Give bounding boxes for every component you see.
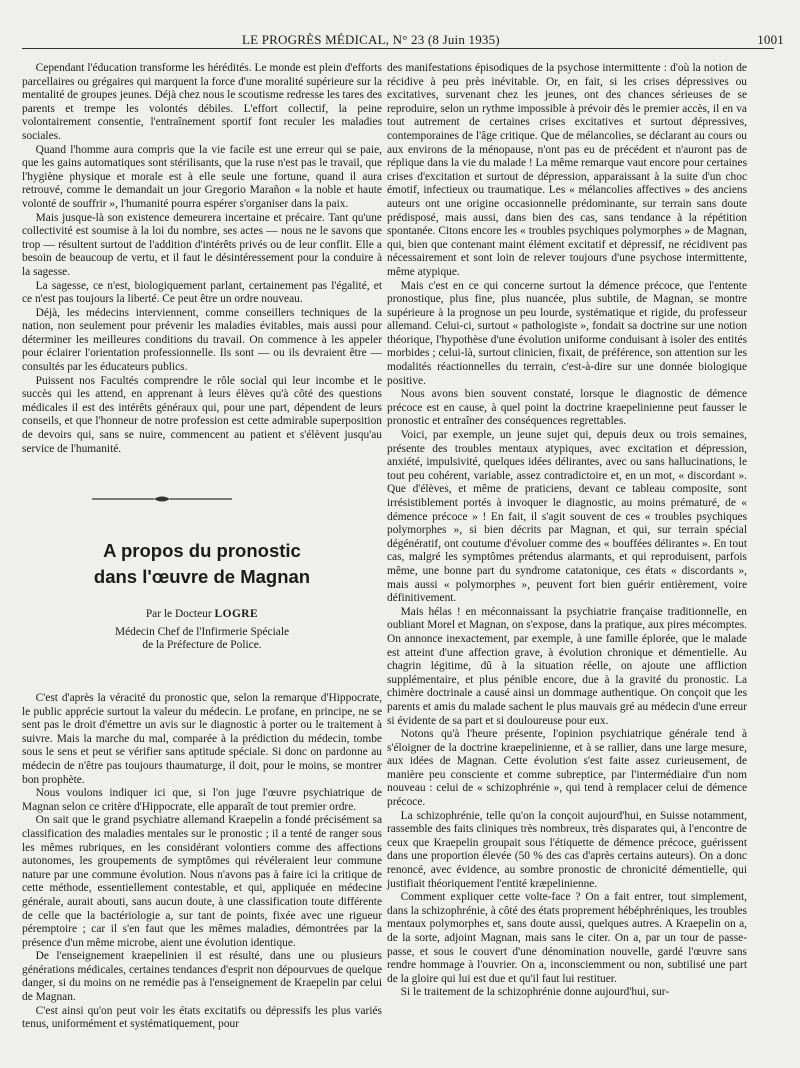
ornamental-divider [92, 493, 232, 505]
author-name: LOGRE [214, 608, 259, 620]
byline-prefix: Par le Docteur [145, 608, 215, 620]
paragraph: Notons qu'à l'heure présente, l'opinion psychiatrique générale tend à s'éloigner de la doctrine kraepelinienne, et à se rallier, dans une large mesure, aux idées de Magnan. Cette évolution s'est faite assez curieusement, de manière peu consciente et comme subreptice, par l'intermédiaire d'un nom nouveau : celui de « schizophrénie », qui tend à remplacer celui de démence précoce. [387, 728, 747, 809]
article-title [22, 538, 382, 590]
paragraph: Voici, par exemple, un jeune sujet qui, depuis deux ou trois semaines, présente des troubles mentaux atypiques, avec excitation et dépression, anxiété, impulsivité, quelques idées délirantes, avec ou sans hallucinations, le tout peu cohérent, variable, assez contradictoire et, en un mot, « discordant ». Que d'élèves, et même de praticiens, devant ce tableau composite, sont irrésistiblement portés à invoquer le diagnostic, au moins prématuré, de « démence précoce » ! En fait, il s'agit souvent de ces « troubles psychiques polymorphes », si bien décrits par Magnan, et qui, sur terrain spécial dégénératif, ont coutume d'évoluer comme des « bouffées délirantes ». En tout cas, malgré les symptômes prétendus alarmants, et qui reproduisent, parfois même, une bonne part du syndrome catatonique, ces états « discordants », mais aussi « polymorphes », peuvent fort bien guérir entièrement, voire définitivement. [387, 429, 747, 605]
author-affiliation [22, 626, 382, 652]
paragraph: Si le traitement de la schizophrénie donne aujourd'hui, sur- [400, 986, 670, 999]
running-header [0, 22, 800, 47]
right-column [387, 62, 747, 1000]
paragraph: Mais hélas ! en méconnaissant la psychiatrie française traditionnelle, en oubliant Morel et Magnan, on s'expose, dans la pratique, aux pires mécomptes. On annonce inexactement, par exemple, à une famille éplorée, que le malade est atteint d'une affection grave, à évolution chronique et démentielle. Au chagrin légitime, dû à la situation réelle, on ajoute une affliction supplémentaire, et plus pénible encore, due à la gravité du pronostic. La chimère doctrinale a causé ainsi un dommage authentique. On conçoit que les parents et amis du malade sachent le plus mauvais gré au médecin d'une erreur si évidente de sa part et si douloureuse pour eux. [387, 605, 747, 727]
paragraph: La sagesse, ce n'est, biologiquement parlant, certainement pas l'égalité, et ce n'est pas toujours la liberté. Ce peut être un ordre nouveau. [22, 279, 382, 306]
paragraph: C'est d'après la véracité du pronostic que, selon la remarque d'Hippocrate, le public apprécie surtout la valeur du médecin. Le profane, en principe, ne se sent pas le droit d'émettre un avis sur le diagnostic à porter ou le traitement à suivre. Mais la marche du mal, comparée à la prédiction du médecin, tombe sous le sens et peut se vérifier sans aptitude spéciale. Si donc on pardonne au médecin de n'être pas toujours thaumaturge, il doit, pour le moins, se montrer bon prophète. [22, 692, 382, 786]
article-title-line: A propos du pronostic [103, 540, 301, 561]
paragraph: Comment expliquer cette volte-face ? On a fait entrer, tout simplement, dans la schizophrénie, à côté des états proprement hébéphréniques, les troubles mentaux polymorphes et, sans doute aussi, quelques autres. A Kraepelin on a, de la sorte, adjoint Magnan, mais sans le citer. On a, par un tour de passe-passe, et sous le couvert d'une dénomination nouvelle, gardé l'œuvre sans rendre hommage à l'ouvrier. On a, inconsciemment ou non, subtilisé une part de la gloire qui lui est due et qu'il faut lui restituer. [387, 891, 747, 985]
paragraph: Nous voulons indiquer ici que, si l'on juge l'œuvre psychiatrique de Magnan selon ce critère d'Hippocrate, elle apparaît de tout premier ordre. [22, 787, 382, 813]
paragraph: Déjà, les médecins interviennent, comme conseillers techniques de la nation, non seulement pour prévenir les maladies évitables, mais aussi pour déterminer les meilleures conditions du travail. On commence à les appeler pour éclairer l'orientation professionnelle. Ils sont — ou ils devraient être — consultés par les éducateurs publics. [22, 306, 382, 374]
paragraph: Mais jusque-là son existence demeurera incertaine et précaire. Tant qu'une collectivité est soumise à la loi du nombre, ses actes — nous ne le savons que trop — résultent surtout de l'addition d'intérêts privés ou de leur conflit. Elle a besoin de beaucoup de vertu, et il faut le désintéressement pour la conduire à la sagesse. [22, 211, 382, 278]
affiliation-line: de la Préfecture de Police. [142, 639, 262, 651]
article-body-left [22, 692, 382, 1032]
paragraph: des manifestations épisodiques de la psychose intermittente : d'où la notion de récidive à peu près inévitable. Or, en fait, si les crises dépressives ou excitatives, survenant chez les jeunes, ont des chances sérieuses de se reproduire, selon un rythme impossible à prévoir dès le premier accès, il en va tout autrement de certaines crises excitatives et surtout dépressives, contemporaines de l'âge critique. Que de mélancolies, se déclarant au cours ou aux environs de la ménopause, n'ont pas eu de précédent et n'auront pas de réplique dans la vie du malade ! La même remarque vaut encore pour certaines crises d'excitation et surtout de dépression, apparaissant à la suite d'un choc émotif, infectieux ou traumatique. Les « mélancolies affectives » des anciens auteurs ont une origine occasionnelle prédominante, sur terrain sans doute prédisposé, mais aussi, dans bien des cas, sans tendance à la répétition spontanée. Citons encore les « troubles psychiques polymorphes » de Magnan, qui, bien que contenant maint élément excitatif et dépressif, ne récidivent pas nécessairement et sont loin de relever toujours d'une psychose intermittente, même atypique. [387, 62, 747, 278]
paragraph: Puissent nos Facultés comprendre le rôle social qui leur incombe et le succès qui les attend, en apprenant à leurs élèves qu'à côté des questions médicales il est des intérêts généraux qui, pour une part, dépendent de leurs conseils, et que l'honneur de notre profession est cette admirable superposition de devoirs qui, sans se nuire, commencent au patient et s'élèvent jusqu'au service de l'humanité. [22, 374, 382, 455]
article-title-line: dans l'œuvre de Magnan [93, 566, 311, 587]
paragraph: C'est ainsi qu'on peut voir les états excitatifs ou dépressifs les plus variés tenus, uniformément et systématiquement, pour [22, 1004, 382, 1031]
paragraph: De l'enseignement kraepelinien il est résulté, dans une ou plusieurs générations médicales, certaines tendances d'esprit non dépourvues de quelque danger, si du moins on ne remédie pas à l'enseignement de Kraepelin par celui de Magnan. [22, 950, 382, 1004]
header-rule [22, 48, 774, 49]
journal-title: LE PROGRÈS MÉDICAL, N° 23 (8 Juin 1935) [242, 32, 500, 47]
affiliation-line: Médecin Chef de l'Infirmerie Spéciale [114, 626, 290, 638]
byline [22, 607, 382, 621]
paragraph: On sait que le grand psychiatre allemand Kraepelin a fondé précisément sa classification des maladies mentales sur le pronostic ; il a tenté de ranger sous les mêmes rubriques, en les considérant volontiers comme des affections autonomes, les groupements de symptômes qui révéleraient leur commune nature par une commune évolution. Nous n'avons pas à faire ici la critique de cette méthode, essentiellement contestable, et qui, appliquée en médecine générale, aurait abouti, sans aucun doute, à une classification toute différente de celle que la bactériologie a, sur tant de points, fixée avec une rigueur péremptoire ; car il s'en faut que les mêmes maladies, démontrées par la présence d'un même microbe, aient une évolution identique. [22, 814, 382, 949]
paragraph: La schizophrénie, telle qu'on la conçoit aujourd'hui, en Suisse notamment, rassemble des faits cliniques très nombreux, très disparates qui, à l'encontre de ceux que Kraepelin groupait sous l'étiquette de démence précoce, guérissent dans une proportion élevée (50 % des cas d'après certains auteurs). On a donc renoncé, avec évidence, au sombre pronostic de chronicité démentielle, qui justifiait théoriquement l'entité kræpelinienne. [387, 809, 747, 890]
page-number: 1001 [757, 32, 784, 47]
paragraph: Nous avons bien souvent constaté, lorsque le diagnostic de démence précoce est en cause, à quel point la doctrine kraepelinienne peut fausser le pronostic et entraîner des conséquences regrettables. [387, 388, 747, 428]
paragraph: Quand l'homme aura compris que la vie facile est une erreur qui se paie, que les gains automatiques sont stérilisants, que la ruse n'est pas le travail, que l'hygiène physique et morale est à elle seule une fortune, quand il aura retrouvé, comme le demandait un jour Gregorio Marañon « la noble et haute volonté de souffrir », l'humanité pourra espérer s'organiser dans la paix. [22, 143, 382, 210]
paragraph: Mais c'est en ce qui concerne surtout la démence précoce, que l'entente pronostique, plus fine, plus nuancée, plus subtile, de Magnan, se montre supérieure à la prognose un peu lourde, systématique et rigide, du professeur allemand. Celui-ci, surtout « pathologiste », fondait sa doctrine sur une notion théorique, l'hypothèse d'une évolution uniforme conduisant à isoler des entités morbides ; celui-là, surtout clinicien, fixait, de préférence, son attention sur les modalités réactionnelles du terrain, c'est-à-dire sur une donnée biologique positive. [387, 279, 747, 387]
left-column-prior-article [22, 62, 382, 456]
paragraph: Cependant l'éducation transforme les hérédités. Le monde est plein d'efforts parcellaires ou grégaires qui marquent la force d'une moralité supérieure sur la mentalité de groupes jeunes. Déjà chez nous le scoutisme redresse les tares des parents et trempe les volontés débiles. L'effort collectif, la peine volontairement consentie, l'entraînement sportif font reculer les maladies sociales. [22, 62, 382, 142]
